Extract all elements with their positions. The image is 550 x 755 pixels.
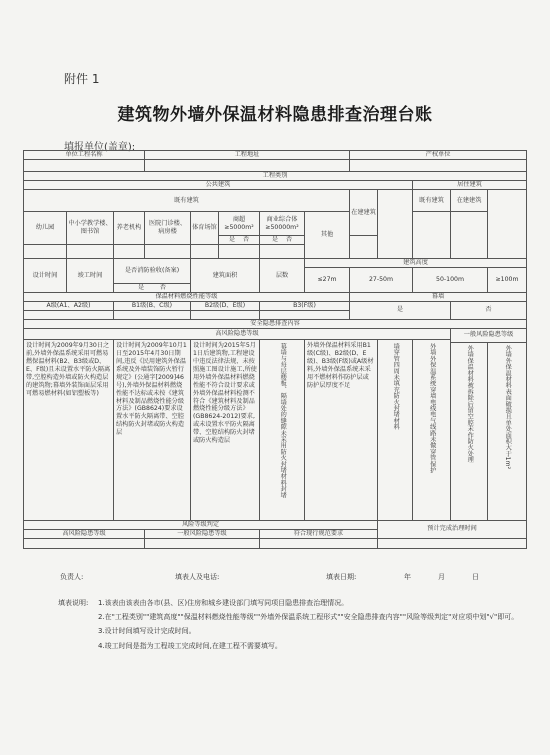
complex-yes-no: 是 否 <box>260 236 305 245</box>
general-risk-level-cell <box>145 538 260 548</box>
fill-date-label: 填表日期: <box>326 573 357 581</box>
residential-in-construction-header: 在建建筑 <box>451 190 488 212</box>
hazard-item-3: 设计时间为2015年5月1日后建筑物,工程建设中违反法律法规、未按照施工图设计施工,所使用外墙外保温材料燃烧性能不符合设计要求或外墙外保温材料检测不符合《建筑材料及制品燃烧性能分级方法》(GB8624-2012)要求,或未设置水平防火隔离带、空腔结构防火封堵或防火构造层 <box>191 339 260 520</box>
mall-cell <box>219 245 260 259</box>
public-blank-cell <box>378 190 413 259</box>
category-complex: 商业综合体≥50000m² <box>260 212 305 236</box>
compliant-level: 符合现行规范要求 <box>260 529 378 538</box>
unit-name-header: 单位工程名称 <box>24 151 145 160</box>
school-cell <box>67 245 114 259</box>
building-area-header: 建筑面积 <box>191 259 260 293</box>
document-title: 建筑物外墙外保温材料隐患排查治理台账 <box>117 105 433 125</box>
height-le-27: ≤27m <box>305 267 350 292</box>
high-risk-level: 高风险隐患等级 <box>24 529 145 538</box>
planned-time-cell <box>378 538 527 548</box>
grade-b1-cell <box>114 310 191 319</box>
fill-instructions <box>58 596 528 653</box>
grade-b3-cell <box>260 310 350 319</box>
instruction-item: 1.该表由该表由各市(县、区)住房和城乡建设部门填写同项目隐患排查治理情况。 <box>98 599 349 607</box>
mall-yes-no: 是 否 <box>219 236 260 245</box>
category-other: 其他 <box>305 212 350 259</box>
date-day-label: 日 <box>472 573 479 581</box>
category-hospital: 医院门诊楼、病房楼 <box>145 212 191 245</box>
instructions-heading: 填表说明: <box>58 599 89 607</box>
instruction-item: 3.设计时间填写设计完成时间。 <box>98 626 196 635</box>
grade-b3: B3(F级) <box>260 301 350 310</box>
grade-a-cell <box>24 310 114 319</box>
general-risk-header: 一般风险隐患等级 <box>451 328 527 342</box>
filler-unit-label: 填报单位(盖章): <box>64 142 136 153</box>
elderly-cell <box>114 245 145 259</box>
owner-unit-value <box>350 160 527 172</box>
category-elderly: 养老机构 <box>114 212 145 245</box>
under-construction-header: 在建建筑 <box>350 190 378 236</box>
compliant-level-cell <box>260 538 378 548</box>
complex-cell <box>260 245 305 259</box>
completion-time-header: 竣工时间 <box>67 259 114 293</box>
hazard-item-6: 墙穿管四周未填充防火封堵材料 <box>378 339 413 520</box>
hazard-item-1: 设计时间为2009年9月30日之前,外墙外保温系统采用可燃易燃保温材料(B2、B3级或D、E、F级)且未设置水平防火隔离带,空腔构造外墙或防火构造层的建筑物;幕墙外装饰面层采用可燃易燃材料(如铝塑板等) <box>24 339 114 520</box>
residential-construction-cell <box>451 212 488 259</box>
floors-header: 层数 <box>260 259 305 293</box>
hospital-cell <box>145 245 191 259</box>
residential-blank-cell <box>488 190 527 259</box>
under-construction-cell <box>350 236 378 259</box>
category-school: 中小学教学楼、图书馆 <box>67 212 114 245</box>
project-address-value <box>145 160 350 172</box>
curtain-wall-no: 否 <box>451 301 527 319</box>
hazard-item-8: 外墙保温材料被拆除后留空腔未作防火处理 <box>451 342 488 520</box>
kindergarten-cell <box>24 245 67 259</box>
existing-building-header: 既有建筑 <box>24 190 350 212</box>
hazard-item-7: 外墙外保温系统穿墙电线电气线路未做穿管保护 <box>413 339 451 520</box>
unit-name-value <box>24 160 145 172</box>
curtain-wall-header: 幕墙 <box>350 292 527 301</box>
filler-phone-label: 填表人及电话: <box>175 573 220 581</box>
planned-time-header: 预计完成治理时间 <box>378 520 527 538</box>
grade-a: A级(A1、A2级) <box>24 301 114 310</box>
building-height-header: 建筑高度 <box>305 259 527 268</box>
hazard-item-9: 外墙外保温材料表面破损且单处面积大于1m² <box>488 342 527 520</box>
category-kindergarten: 幼儿园 <box>24 212 67 245</box>
attachment-label: 附件 1 <box>64 72 100 86</box>
hazard-item-5: 外墙外保温材料采用B1级(C级)、B2级(D、E级)、B3级(F级)或A级材料,外墙外保温系统未采用不燃材料作防护层或防护层厚度不足 <box>305 339 378 520</box>
safety-content-header: 安全隐患排查内容 <box>24 319 527 328</box>
fire-grade-header: 保温材料燃烧性能等级 <box>24 292 350 301</box>
grade-b1: B1级(B、C级) <box>114 301 191 310</box>
owner-unit-header: 产权单位 <box>350 151 527 160</box>
grade-b2-cell <box>191 310 260 319</box>
height-ge-100: ≥100m <box>488 267 527 292</box>
curtain-wall-yes: 是 <box>350 301 451 319</box>
residential-existing-header: 既有建筑 <box>413 190 451 212</box>
hazard-ledger-table <box>23 150 527 549</box>
high-risk-level-cell <box>24 538 145 548</box>
instruction-item: 4.竣工时间是指为工程竣工完成时间,在建工程不需要填写。 <box>98 641 282 650</box>
risk-level-judgement-header: 风险等级判定 <box>24 520 378 529</box>
category-stadium: 体育场馆 <box>191 212 219 245</box>
date-month-label: 月 <box>438 573 445 581</box>
project-category-header: 工程类别 <box>24 172 527 181</box>
height-50-100: 50-100m <box>413 267 488 292</box>
fire-acceptance-yes-no: 是 否 <box>114 283 191 292</box>
category-mall: 商超≥5000m² <box>219 212 260 236</box>
public-building-header: 公共建筑 <box>24 181 413 190</box>
residential-building-header: 居住建筑 <box>413 181 527 190</box>
residential-existing-cell <box>413 212 451 259</box>
hazard-item-2: 设计时间为2009年10月1日至2015年4月30日期间,违反《民用建筑外保温系统及外墙装饰防火暂行规定》(公通字[2009]46号),外墙外保温材料燃烧性能不达标或未按《建筑材料及制品燃烧性能分级方法》(GB8624)要求设置水平防火隔离带、空腔结构防火封堵或防火构造层 <box>114 339 191 520</box>
design-time-header: 设计时间 <box>24 259 67 293</box>
high-risk-header: 高风险隐患等级 <box>24 328 451 339</box>
fire-acceptance-header: 是否消防验收(备案) <box>114 259 191 284</box>
general-risk-level: 一般风险隐患等级 <box>145 529 260 538</box>
grade-b2: B2级(D、E级) <box>191 301 260 310</box>
height-27-50: 27-50m <box>350 267 413 292</box>
hazard-item-4: 幕墙与每层楼板、隔墙处的缝隙未采用防火封堵材料封堵 <box>260 339 305 520</box>
date-year-label: 年 <box>404 573 411 581</box>
instruction-item: 2.在"工程类别""建筑高度""保温材料燃烧性能等级""外墙外保温系统工程形式""安全隐患排查内容""风险等级判定"对应项中划"√"即可。 <box>98 612 519 621</box>
person-in-charge-label: 负责人: <box>60 573 84 581</box>
project-address-header: 工程地址 <box>145 151 350 160</box>
stadium-cell <box>191 245 219 259</box>
